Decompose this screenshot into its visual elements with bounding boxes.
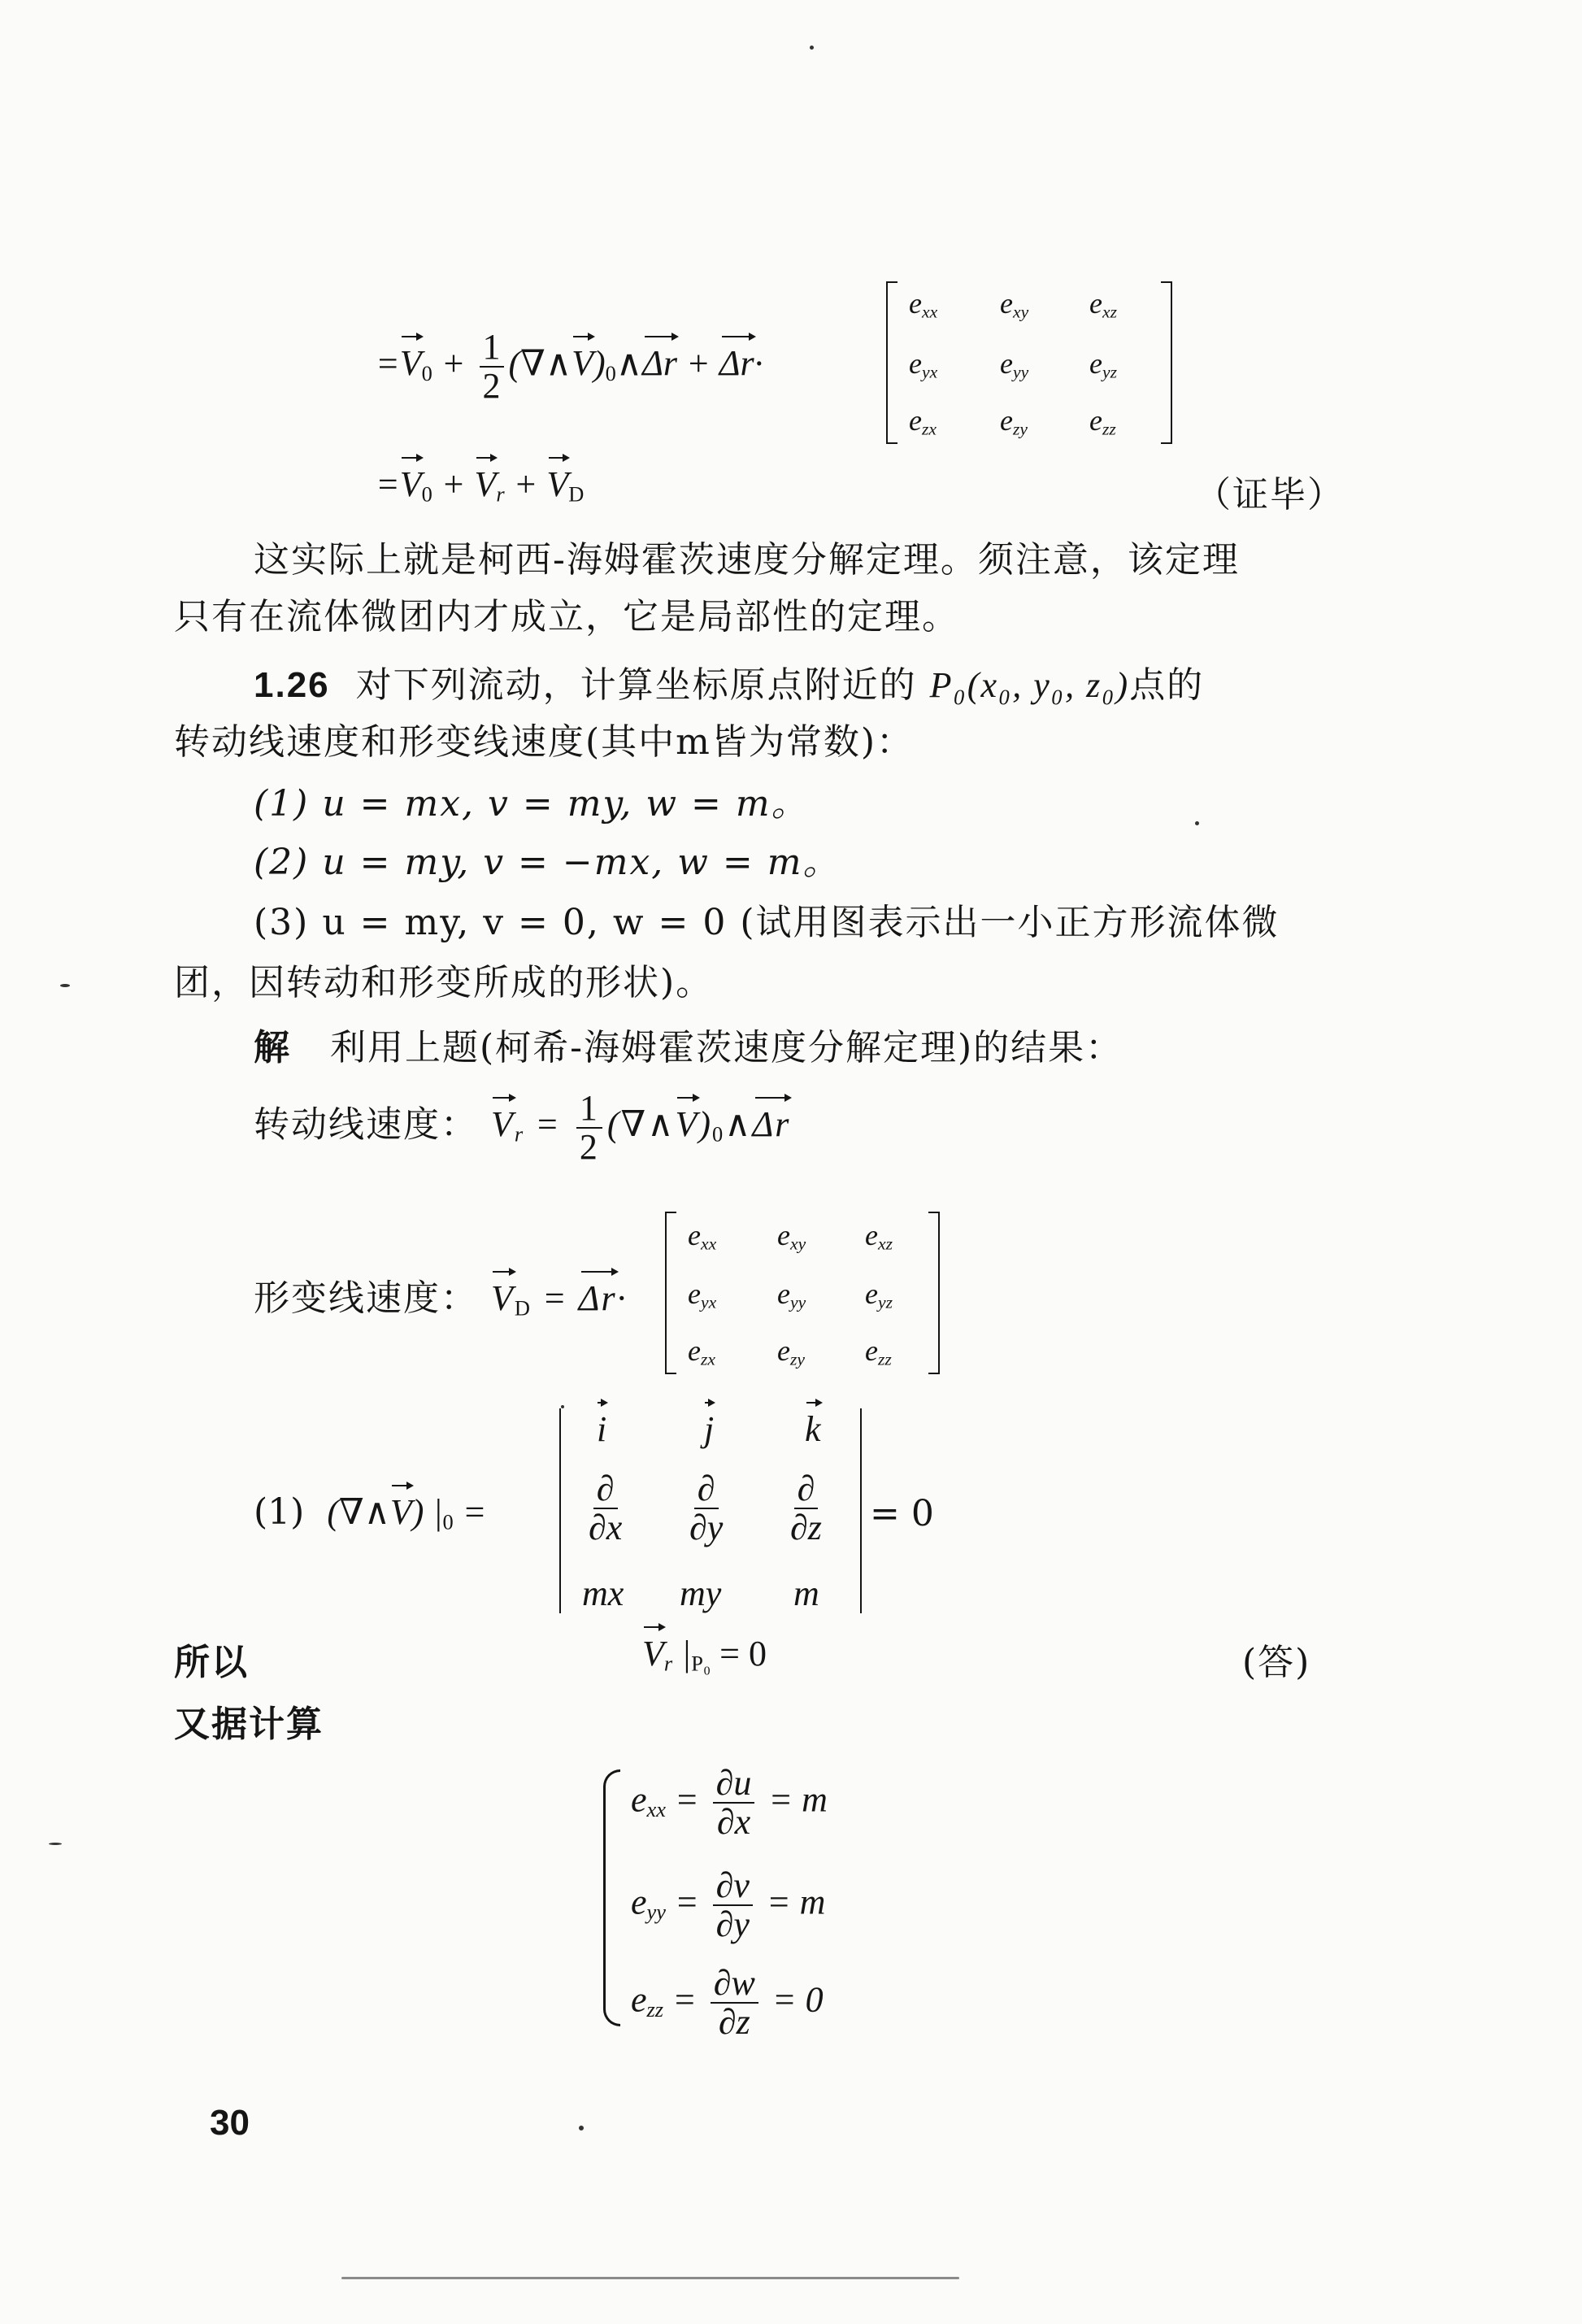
sys-rhs: = 0 [771, 1979, 824, 2020]
matrix-cell: $e_{xx}$ [909, 287, 938, 322]
scan-speck [561, 1405, 564, 1408]
solution-text: 利用上题(柯希-海姆霍茨速度分解定理)的结果： [329, 1027, 1123, 1068]
system-row-2: $e_{yy}$ = $\frac{\partial v}{\partial y}$ = m [631, 1865, 826, 1945]
matrix-cell: $e_{yz}$ [1089, 347, 1117, 382]
partial-num: ∂ [593, 1470, 618, 1509]
vector-v: V [390, 1490, 412, 1535]
frac-num: 1 [480, 329, 504, 368]
deformation-formula: $V_D = \Delta r\cdot$ [491, 1278, 628, 1318]
vector-v: V [400, 462, 422, 507]
matrix-left-bracket [665, 1212, 676, 1374]
sys-rhs: = m [768, 1779, 828, 1820]
matrix-left-bracket [886, 281, 897, 444]
unit-vector-k: k [805, 1407, 821, 1452]
scan-speck [1195, 821, 1199, 825]
sys-num: ∂v [713, 1867, 753, 1906]
matrix-cell: $e_{yx}$ [688, 1277, 717, 1312]
sys-lhs: e [631, 1882, 647, 1922]
sys-den: ∂z [718, 2002, 750, 2043]
matrix-cell: $e_{xz}$ [1089, 287, 1117, 322]
rotation-velocity-line [254, 1090, 790, 1166]
so-label: 所以 [174, 1642, 249, 1683]
equation-line-1: $=V_0$ + $\frac{1}{2}$ $(\nabla\wedge V)_0\wedge\Delta r + \Delta r\cdot$ [376, 327, 763, 407]
sys-rhs: = m [766, 1882, 826, 1922]
matrix-cell: $e_{xz}$ [865, 1219, 893, 1254]
matrix-cell: $e_{zx}$ [909, 404, 937, 439]
rotation-label: 转动线速度： [254, 1103, 478, 1146]
equals-sign: = [376, 343, 400, 384]
vector-delta-r: Δr [719, 341, 754, 386]
det-partial-y [681, 1470, 731, 1547]
unit-vector-j: j [704, 1407, 714, 1452]
case-2: (2) u = my, v = −mx, w = m。 [254, 842, 841, 883]
sys-sub: yy [646, 1899, 666, 1924]
problem-text: 对下列流动，计算坐标原点附近的 [355, 664, 917, 706]
matrix-cell: $e_{xy}$ [777, 1219, 806, 1254]
scan-speck [810, 46, 814, 50]
curl-label: (1) [254, 1491, 305, 1533]
partial-num: ∂ [694, 1470, 719, 1509]
matrix-cell: $e_{zz}$ [1089, 404, 1116, 439]
deformation-velocity-line [254, 1269, 628, 1331]
paragraph-line: 这实际上就是柯西-海姆霍茨速度分解定理。须注意，该定理 [254, 539, 1240, 581]
sys-lhs: e [631, 1779, 647, 1820]
matrix-cell: $e_{zy}$ [1000, 404, 1028, 439]
det-cell-k [805, 1407, 821, 1452]
sys-num: ∂u [713, 1765, 755, 1804]
partial-den: ∂z [790, 1508, 822, 1548]
sys-den: ∂x [716, 1802, 751, 1843]
matrix-cell: $e_{yy}$ [1000, 347, 1029, 382]
vector-v: V [572, 341, 593, 386]
system-brace [603, 1769, 620, 2026]
det-cell: my [680, 1573, 722, 1613]
matrix-cell: $e_{xx}$ [688, 1219, 717, 1254]
matrix-cell: $e_{zx}$ [688, 1334, 715, 1369]
matrix-cell: $e_{yz}$ [865, 1277, 893, 1312]
curl-result: = 0 [870, 1493, 934, 1534]
problem-text-end: 点的 [1129, 664, 1205, 706]
scan-speck [60, 984, 70, 987]
scan-bottom-line [341, 2277, 959, 2279]
deformation-label: 形变线速度： [254, 1277, 478, 1319]
matrix-right-bracket [1161, 281, 1172, 444]
problem-number: 1.26 [254, 665, 330, 705]
vector-v: V [642, 1631, 664, 1677]
rotation-result: $V_r$ $|_{P_0} = 0$ [642, 1631, 767, 1686]
system-row-1: $e_{xx}$ = $\frac{\partial u}{\partial x}$ = m [631, 1763, 828, 1843]
equation-line-2: $=V_0 + V_r + V_D$ [376, 462, 584, 517]
curl-lhs: (∇∧V) $|_0$ = [327, 1492, 486, 1532]
page-number: 30 [210, 2103, 250, 2143]
solution-label: 解 [254, 1027, 291, 1068]
sys-sub: xx [646, 1796, 666, 1821]
matrix-cell: $e_{yx}$ [909, 347, 938, 382]
problem-statement-line [254, 655, 1204, 707]
rotation-result-value: = 0 [719, 1634, 767, 1673]
qed-mark: （证毕） [1195, 474, 1345, 516]
problem-statement-line: 转动线速度和形变线速度(其中m皆为常数)： [174, 721, 915, 763]
again-label: 又据计算 [174, 1704, 324, 1745]
point-p0: P₀(x₀, y₀, z₀) [929, 665, 1130, 705]
determinant-left-bar [559, 1408, 561, 1613]
vector-delta-r: Δr [579, 1276, 617, 1321]
vector-v: V [491, 1276, 515, 1321]
sys-lhs: e [631, 1979, 647, 2020]
scan-speck [49, 1843, 62, 1845]
sys-sub: zz [646, 1996, 664, 2022]
fraction-half: $\frac{1}{2}$ [576, 1090, 602, 1166]
det-partial-x [580, 1470, 630, 1547]
vector-v: V [475, 462, 497, 507]
det-partial-z [782, 1470, 830, 1547]
partial-num: ∂ [794, 1470, 819, 1509]
answer-mark: (答) [1242, 1642, 1311, 1683]
scan-speck [579, 2126, 584, 2130]
matrix-right-bracket [928, 1212, 940, 1374]
vector-v: V [546, 462, 568, 507]
unit-vector-i: i [597, 1407, 606, 1452]
det-cell: mx [582, 1573, 624, 1613]
matrix-cell: $e_{xy}$ [1000, 287, 1029, 322]
matrix-cell: $e_{zz}$ [865, 1334, 892, 1369]
determinant-right-bar [860, 1408, 862, 1613]
system-row-3: $e_{zz}$ = $\frac{\partial w}{\partial z}$ = 0 [631, 1963, 824, 2043]
fraction-half [480, 329, 504, 405]
det-cell: m [793, 1573, 819, 1613]
matrix-cell: $e_{zy}$ [777, 1334, 805, 1369]
solution-line [254, 1018, 1123, 1070]
sys-den: ∂y [715, 1904, 750, 1945]
vector-v: V [491, 1102, 515, 1147]
vector-v: V [675, 1102, 698, 1147]
partial-den: ∂y [689, 1508, 724, 1548]
curl-expression [254, 1490, 486, 1545]
case-3: (3) u = my, v = 0, w = 0 (试用图表示出一小正方形流体微 [254, 902, 1280, 943]
partial-den: ∂x [589, 1508, 623, 1548]
paragraph-line: 只有在流体微团内才成立，它是局部性的定理。 [174, 596, 959, 638]
vector-delta-r: Δr [642, 341, 677, 386]
matrix-cell: $e_{yy}$ [777, 1277, 806, 1312]
case-3-continued: 团，因转动和形变所成的形状)。 [174, 962, 714, 1003]
rotation-formula: $V_r$ = $\frac{1}{2}$ $(\nabla\wedge V)_0\wedge\Delta r$ [491, 1088, 791, 1168]
sys-num: ∂w [711, 1965, 758, 2004]
det-cell-i [597, 1407, 606, 1452]
vector-delta-r: Δr [752, 1102, 790, 1147]
frac-den: 2 [482, 366, 501, 407]
det-cell-j [704, 1407, 714, 1452]
vector-v: V [400, 341, 422, 386]
case-1: (1) u = mx, v = my, w = m。 [254, 783, 809, 825]
equals-sign: = [376, 464, 400, 504]
